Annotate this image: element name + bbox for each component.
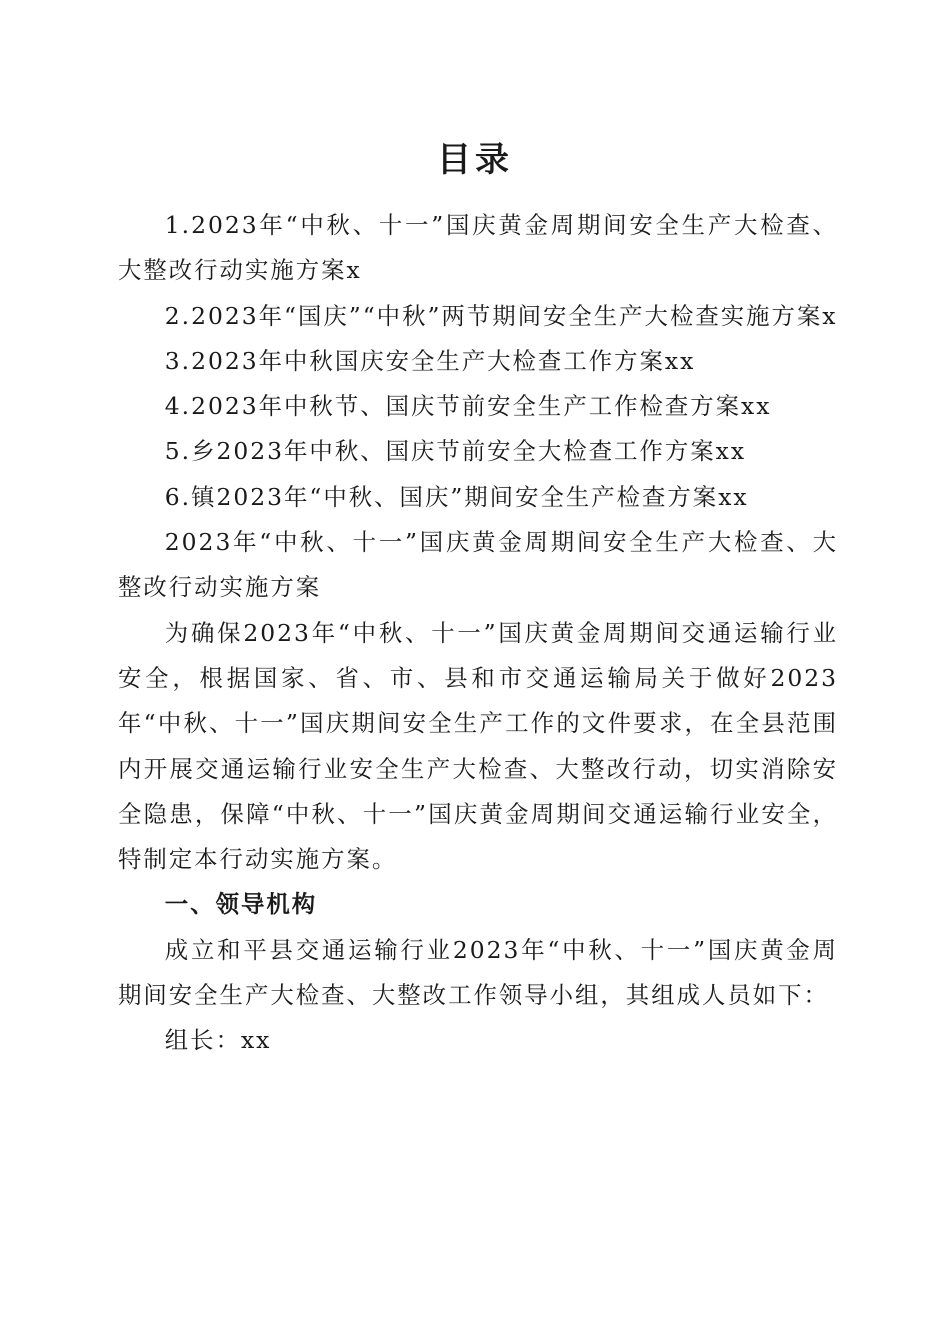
toc-entry-6[interactable]: 6.镇2023年“中秋、国庆”期间安全生产检查方案xx [164, 482, 749, 511]
toc-entry-1[interactable]: 1.2023年“中秋、十一”国庆黄金周期间安全生产大检查、大整改行动实施方案x [118, 211, 838, 285]
toc-entry-3[interactable]: 3.2023年中秋国庆安全生产大检查工作方案xx [164, 346, 696, 375]
toc-entry-5[interactable]: 5.乡2023年中秋、国庆节前安全大检查工作方案xx [164, 437, 747, 466]
section-heading-leadership: 一、领导机构 [164, 890, 318, 919]
intro-paragraph: 为确保2023年“中秋、十一”国庆黄金周期间交通运输行业安全，根据国家、省、市、县和市交通运输局关于做好2023年“中秋、十一”国庆期间安全生产工作的文件要求，在全县范围内开展交通运输行业安全生产大检查、大整改行动，切实消除安全隐患，保障“中秋、十一”国庆黄金周期间交通运输行业安全，特制定本行动实施方案。 [118, 618, 838, 874]
document-body [118, 203, 838, 1064]
toc-entry-4[interactable]: 4.2023年中秋节、国庆节前安全生产工作检查方案xx [164, 392, 772, 421]
leader-line: 组长：xx [164, 1026, 272, 1055]
toc-entry-2[interactable]: 2.2023年“国庆”“中秋”两节期间安全生产大检查实施方案x [164, 301, 838, 330]
toc-title: 目录 [437, 140, 513, 180]
document-heading: 2023年“中秋、十一”国庆黄金周期间安全生产大检查、大整改行动实施方案 [118, 528, 838, 602]
section-paragraph-leadership: 成立和平县交通运输行业2023年“中秋、十一”国庆黄金周期间安全生产大检查、大整改工作领导小组，其组成人员如下： [118, 935, 838, 1010]
